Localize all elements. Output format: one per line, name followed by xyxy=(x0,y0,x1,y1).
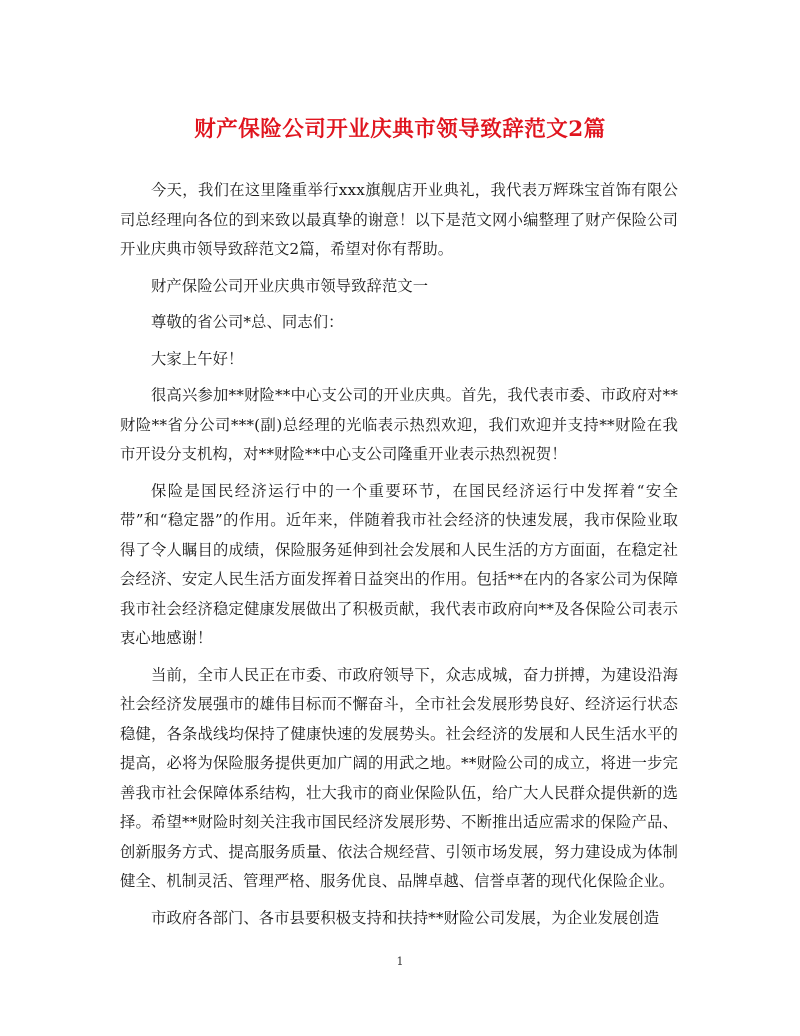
paragraph-insurance-role: 保险是国民经济运行中的一个重要环节，在国民经济运行中发挥着“安全带”和“稳定器”的作用。近年来，伴随着我市社会经济的快速发展，我市保险业取得了令人瞩目的成绩，保险服务延伸到社会发展和人民生活的方方面面，在稳定社会经济、安定人民生活方面发挥着日益突出的作用。包括**在内的各家公司为保障我市社会经济稳定健康发展做出了积极贡献，我代表市政府向**及各保险公司表示衷心地感谢！ xyxy=(120,481,678,647)
paragraph-section-heading: 财产保险公司开业庆典市领导致辞范文一 xyxy=(151,276,429,295)
paragraph-greeting: 大家上午好！ xyxy=(151,349,244,368)
document-title: 财产保险公司开业庆典市领导致辞范文2篇 xyxy=(194,117,606,142)
page-number: 1 xyxy=(396,955,404,968)
paragraph-current-situation: 当前，全市人民正在市委、市政府领导下，众志成城，奋力拼搏，为建设沿海社会经济发展强市的雄伟目标而不懈奋斗，全市社会发展形势良好、经济运行状态稳健，各条战线均保持了健康快速的发展势头。社会经济的发展和人民生活水平的提高，必将为保险服务提供更加广阔的用武之地。**财险公司的成立，将进一步完善我市社会保障体系结构，壮大我市的商业保险队伍，给广大人民群众提供新的选择。希望**财险时刻关注我市国民经济发展形势、不断推出适应需求的保险产品、创新服务方式、提高服务质量、依法合规经营、引领市场发展，努力建设成为体制健全、机制灵活、管理严格、服务优良、品牌卓越、信誉卓著的现代化保险企业。 xyxy=(120,665,678,890)
paragraph-welcome: 很高兴参加**财险**中心支公司的开业庆典。首先，我代表市委、市政府对**财险**省分公司***(副)总经理的光临表示热烈欢迎，我们欢迎并支持**财险在我市开设分支机构，对**财险**中心支公司隆重开业表示热烈祝贺！ xyxy=(120,386,678,463)
paragraph-intro: 今天，我们在这里隆重举行xxx旗舰店开业典礼，我代表万辉珠宝首饰有限公司总经理向各位的到来致以最真挚的谢意！以下是范文网小编整理了财产保险公司开业庆典市领导致辞范文2篇，希望对你有帮助。 xyxy=(120,181,678,258)
paragraph-support: 市政府各部门、各市县要积极支持和扶持**财险公司发展，为企业发展创造 xyxy=(151,908,660,927)
document-body xyxy=(120,176,678,940)
paragraph-salutation: 尊敬的省公司*总、同志们： xyxy=(151,313,344,331)
